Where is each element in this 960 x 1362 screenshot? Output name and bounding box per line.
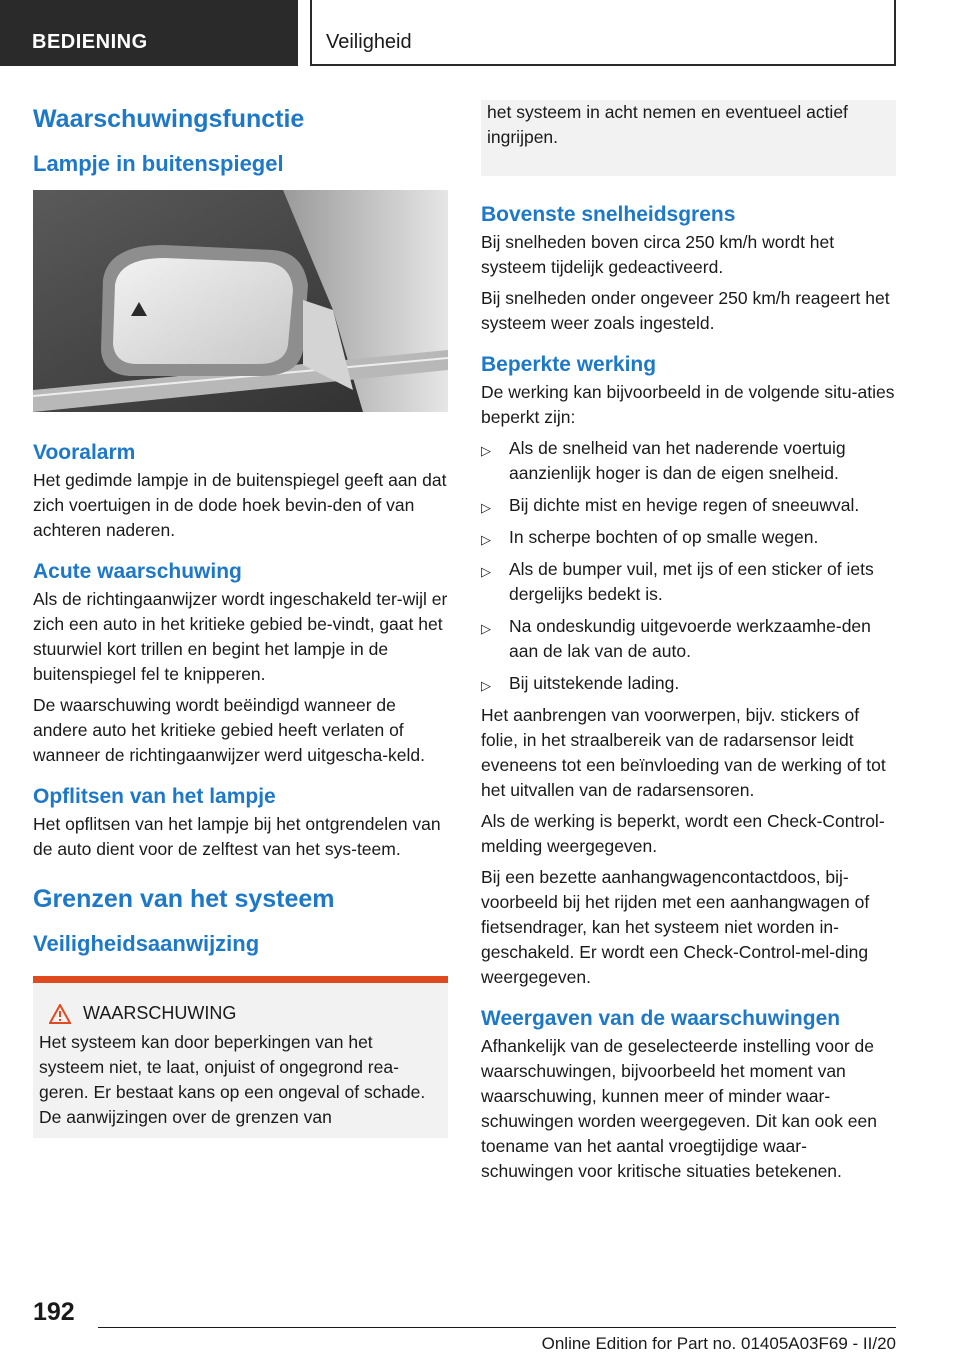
warning-title <box>39 1003 442 1024</box>
list-item: ▷ Als de snelheid van het naderende voertuig aanzienlijk hoger is dan de eigen snelheid. <box>481 438 846 483</box>
subsection-label: Veiligheid <box>310 0 896 66</box>
beperkte-text-3: Bij een bezette aanhangwagencontactdoos, bij-voorbeeld bij het rijden met een aanhangwagen of fietsendrager, kan het systeem niet worden in-geschakeld. Er wordt een Check-Control-mel-ding weergegeven. <box>481 867 870 987</box>
bovenste-text-2: Bij snelheden onder ongeveer 250 km/h reageert het systeem weer zoals ingesteld. <box>481 288 890 333</box>
edition-label: Online Edition for Part no. 01405A03F69 - II/20 <box>541 1334 896 1353</box>
page-title: Waarschuwingsfunctie <box>33 105 305 133</box>
opflitsen-text: Het opflitsen van het lampje bij het ontgrendelen van de auto dient voor de zelftest van het sys-teem. <box>33 814 441 859</box>
beperkte-heading: Beperkte werking <box>481 353 657 376</box>
vooralarm-heading: Vooralarm <box>33 441 136 464</box>
triangle-right-icon: ▷ <box>481 532 491 547</box>
limitation-list <box>481 436 896 696</box>
weergaven-section <box>481 1004 896 1184</box>
warning-text: Het systeem kan door beperkingen van het systeem niet, te laat, onjuist of ongegrond rea-geren. Er bestaat kans op een ongeval of schade. De aanwijzingen over de grenzen van <box>39 1032 426 1127</box>
warning-triangle-icon <box>49 1004 71 1024</box>
warning-box-continued <box>481 100 896 176</box>
left-column <box>33 100 448 1138</box>
beperkte-intro: De werking kan bijvoorbeeld in de volgende situ-aties beperkt zijn: <box>481 382 895 427</box>
side-mirror-illustration <box>33 190 448 412</box>
grenzen-title: Grenzen van het systeem <box>33 885 335 913</box>
acute-text-2: De waarschuwing wordt beëindigd wanneer de andere auto het kritieke gebied heeft verlaten of wanneer de richtingaanwijzer werd uitgescha-keld. <box>33 695 426 765</box>
weergaven-heading: Weergaven van de waarschuwingen <box>481 1007 841 1030</box>
acute-heading: Acute waarschuwing <box>33 560 242 583</box>
page-footer <box>0 1290 960 1362</box>
warning-box <box>33 976 448 1138</box>
vooralarm-section <box>33 438 448 543</box>
beperkte-section <box>481 350 896 990</box>
page-number: 192 <box>33 1298 75 1326</box>
bovenste-text-1: Bij snelheden boven circa 250 km/h wordt het systeem tijdelijk gedeactiveerd. <box>481 232 835 277</box>
beperkte-text-1: Het aanbrengen van voorwerpen, bijv. stickers of folie, in het straalbereik van de radarsensor leidt eveneens tot een beïnvloeding van de werking of tot het uitvallen van de radarsensoren. <box>481 705 886 800</box>
vooralarm-text: Het gedimde lampje in de buitenspiegel geeft aan dat zich voertuigen in de dode hoek bevin-den of van achteren naderen. <box>33 470 447 540</box>
page-header <box>0 0 960 66</box>
triangle-right-icon: ▷ <box>481 621 491 636</box>
warning-continued-text: het systeem in acht nemen en eventueel actief ingrijpen. <box>487 102 848 147</box>
triangle-right-icon: ▷ <box>481 564 491 579</box>
weergaven-text: Afhankelijk van de geselecteerde instelling voor de waarschuwingen, bijvoorbeeld het moment van waarschuwing, kunnen meer of minder waar-schuwingen worden weergegeven. Dit kan ook een toename van het aantal vroegtijdige waar-schuwingen voor kritische situaties betekenen. <box>481 1036 877 1181</box>
list-item: ▷ In scherpe bochten of op smalle wegen. <box>481 525 896 550</box>
triangle-right-icon: ▷ <box>481 500 491 515</box>
list-item: ▷ Bij uitstekende lading. <box>481 671 896 696</box>
opflitsen-heading: Opflitsen van het lampje <box>33 785 276 808</box>
triangle-right-icon: ▷ <box>481 443 491 458</box>
list-item: ▷ Bij dichte mist en hevige regen of sneeuwval. <box>481 493 896 518</box>
bovenste-section <box>481 200 896 336</box>
list-item: ▷ Na ondeskundig uitgevoerde werkzaamhe-den aan de lak van de auto. <box>481 616 871 661</box>
veiligheid-title: Veiligheidsaanwijzing <box>33 931 260 956</box>
beperkte-text-2: Als de werking is beperkt, wordt een Check-Control-melding weergegeven. <box>481 811 885 856</box>
bovenste-heading: Bovenste snelheidsgrens <box>481 203 736 226</box>
section-label: BEDIENING <box>0 0 298 66</box>
footer-divider <box>98 1327 896 1328</box>
acute-text-1: Als de richtingaanwijzer wordt ingeschakeld ter-wijl er zich een auto in het kritieke gebied be-vindt, gaat het stuurwiel kort trillen en begint het lampje in de buitenspiegel fel te knipperen. <box>33 589 448 684</box>
warning-title-text: WAARSCHUWING <box>83 1003 237 1023</box>
right-column <box>481 100 896 1190</box>
list-item: ▷ Als de bumper vuil, met ijs of een sticker of iets dergelijks bedekt is. <box>481 559 874 604</box>
opflitsen-section <box>33 782 448 862</box>
acute-section <box>33 557 448 768</box>
section-title-lampje: Lampje in buitenspiegel <box>33 151 284 176</box>
triangle-right-icon: ▷ <box>481 678 491 693</box>
